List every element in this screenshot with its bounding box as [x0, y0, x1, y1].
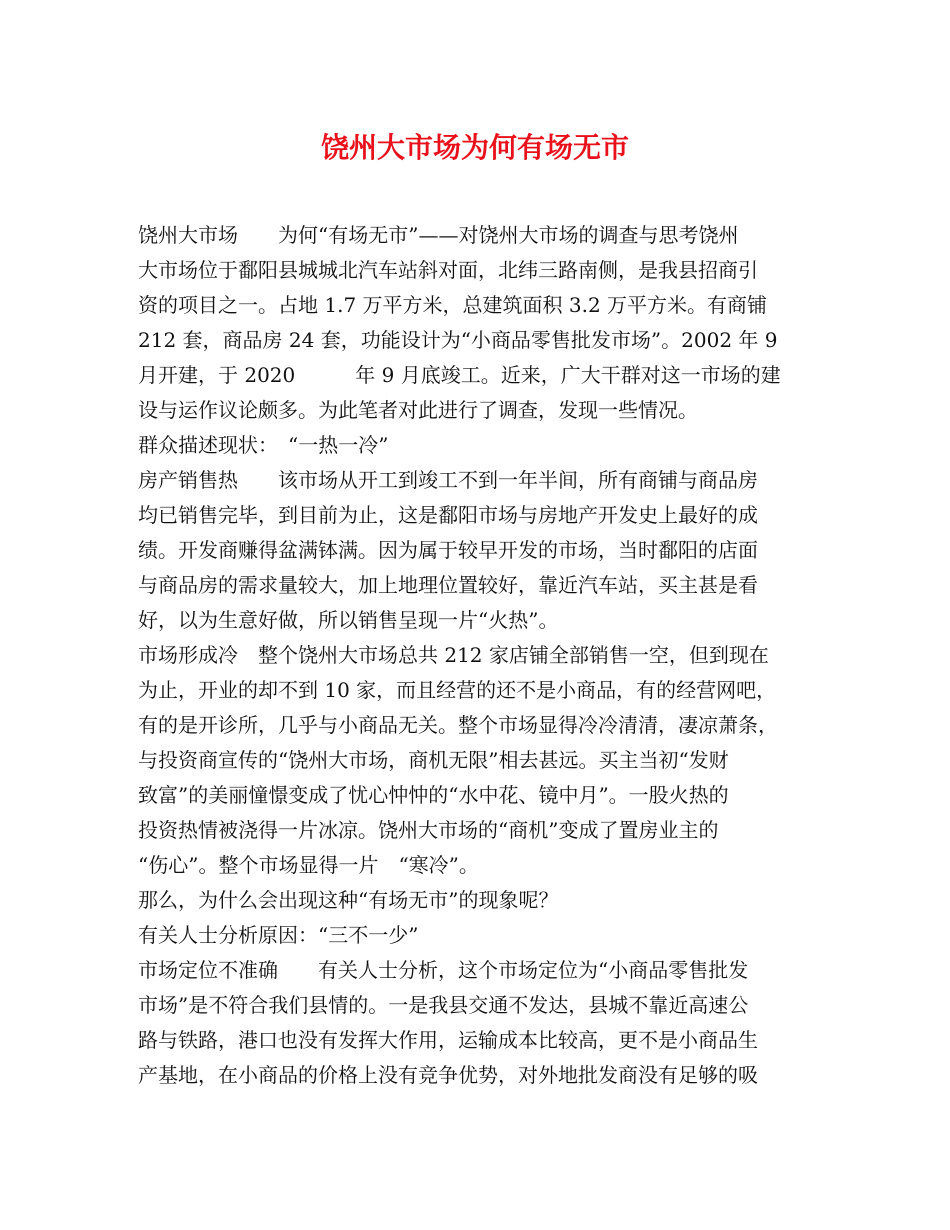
text-line: 月开建，于 2020 年 9 月底竣工。近来，广大干群对这一市场的建	[138, 363, 781, 387]
text-line: 绩。开发商赚得盆满钵满。因为属于较早开发的市场，当时鄱阳的店面	[138, 538, 758, 562]
text-line: 市场定位不准确 有关人士分析，这个市场定位为“小商品零售批发	[138, 958, 749, 982]
text-line: 与投资商宣传的“饶州大市场，商机无限”相去甚远。买主当初“发财	[138, 748, 729, 772]
document-title: 饶州大市场为何有场无市	[320, 131, 629, 164]
text-line: 有的是开诊所，几乎与小商品无关。整个市场显得冷冷清清，凄凉萧条，	[138, 713, 778, 737]
text-line: 资的项目之一。占地 1.7 万平方米，总建筑面积 3.2 万平方米。有商铺	[138, 293, 768, 317]
text-line: 与商品房的需求量较大，加上地理位置较好，靠近汽车站，买主甚是看	[138, 573, 758, 597]
text-line: 路与铁路，港口也没有发挥大作用，运输成本比较高，更不是小商品生	[138, 1028, 758, 1052]
text-line: 房产销售热 该市场从开工到竣工不到一年半间，所有商铺与商品房	[138, 468, 758, 492]
text-line: 为止，开业的却不到 10 家，而且经营的还不是小商品，有的经营网吧，	[138, 678, 777, 702]
text-line: 有关人士分析原因：“三不一少”	[138, 923, 419, 947]
text-line: 投资热情被浇得一片冰凉。饶州大市场的“商机”变成了置房业主的	[138, 818, 719, 842]
text-line: 产基地，在小商品的价格上没有竞争优势，对外地批发商没有足够的吸	[138, 1063, 758, 1087]
text-line: 市场”是不符合我们县情的。一是我县交通不发达，县城不靠近高速公	[138, 993, 749, 1017]
text-line: 212 套，商品房 24 套，功能设计为“小商品零售批发市场”。2002 年 9	[138, 328, 778, 352]
text-line: 致富”的美丽憧憬变成了忧心忡忡的“水中花、镜中月”。一股火热的	[138, 783, 729, 807]
document-body	[138, 218, 818, 1093]
text-line: 大市场位于鄱阳县城城北汽车站斜对面，北纬三路南侧，是我县招商引	[138, 258, 758, 282]
text-line: 那么，为什么会出现这种“有场无市”的现象呢？	[138, 888, 559, 912]
text-line: 市场形成冷 整个饶州大市场总共 212 家店铺全部销售一空，但到现在	[138, 643, 769, 667]
text-line: “伤心”。整个市场显得一片 “寒冷”。	[138, 853, 479, 877]
text-line: 均已销售完毕，到目前为止，这是鄱阳市场与房地产开发史上最好的成	[138, 503, 758, 527]
text-line: 饶州大市场 为何“有场无市”——对饶州大市场的调查与思考饶州	[138, 223, 739, 247]
text-line: 群众描述现状： “一热一冷”	[138, 433, 389, 457]
text-line: 好，以为生意好做，所以销售呈现一片“火热”。	[138, 608, 559, 632]
text-line: 设与运作议论颇多。为此笔者对此进行了调查，发现一些情况。	[138, 398, 698, 422]
